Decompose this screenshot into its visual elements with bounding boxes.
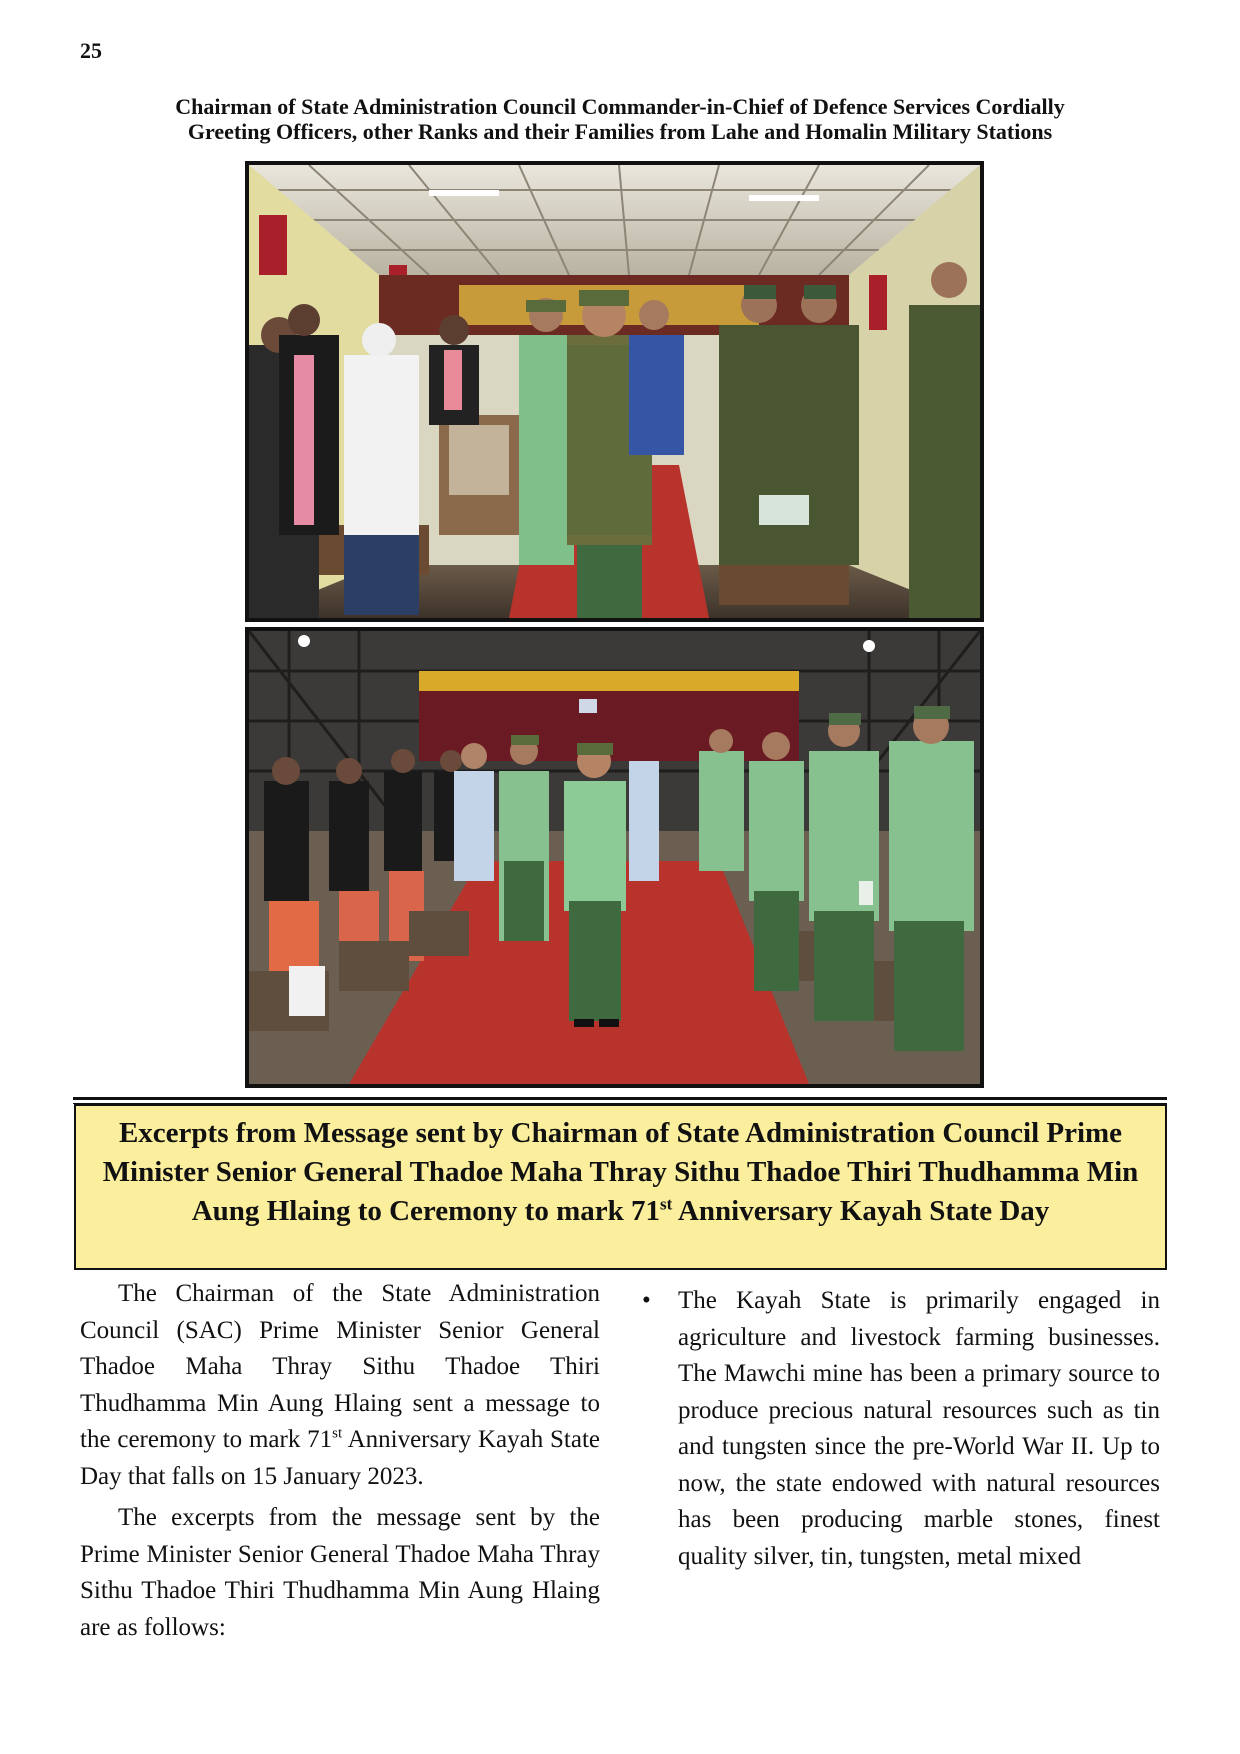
bullet-item-1 bbox=[640, 1283, 1160, 1575]
body-paragraph-2-text: The excerpts from the message sent by the Prime Minister Senior General Thadoe Maha Thray Sithu Thadoe Thiri Thudhamma Min Aung Hlaing are as follows: bbox=[80, 1504, 600, 1641]
headline-ordinal-suffix: st bbox=[660, 1194, 673, 1214]
body-paragraph-1-ordinal-suffix: st bbox=[332, 1425, 343, 1442]
headline-top-rule bbox=[73, 1097, 1167, 1100]
body-column-right bbox=[640, 1276, 1160, 1575]
body-column-left bbox=[80, 1276, 600, 1646]
body-paragraph-1-part-1: The Chairman of the State Administration Council (SAC) Prime Minister Senior General Thadoe Maha Thray Sithu Thadoe Thiri Thudhamma Min Aung Hlaing sent a message to the ceremony to mark 71 bbox=[80, 1280, 600, 1453]
photo-caption bbox=[90, 94, 1150, 144]
headline-text-part-1: Excerpts from Message sent by Chairman of State Administration Council Prime Minister Senior General Thadoe Maha Thray Sithu Thadoe Thiri Thudhamma Min Aung Hlaing to Ceremony to mark 71 bbox=[102, 1117, 1139, 1227]
photo-caption-line-1: Chairman of State Administration Council Commander-in-Chief of Defence Services Cordially bbox=[175, 94, 1065, 119]
photo-hall-greeting-image bbox=[249, 165, 980, 618]
photo-hall-greeting bbox=[245, 161, 984, 622]
photo-caption-line-2: Greeting Officers, other Ranks and their Families from Lahe and Homalin Military Stations bbox=[187, 119, 1053, 144]
photo-hall-red-carpet-image bbox=[249, 631, 980, 1084]
headline-box bbox=[74, 1104, 1167, 1270]
body-paragraph-2 bbox=[80, 1500, 600, 1646]
bullet-dot-icon: • bbox=[642, 1287, 651, 1314]
bullet-item-1-text: The Kayah State is primarily engaged in agriculture and livestock farming businesses. The Mawchi mine has been a primary source to produce precious natural resources such as tin and tungsten since the pre-World War II. Up to now, the state endowed with natural resources has been producing marble stones, finest quality silver, tin, tungsten, metal mixed bbox=[678, 1287, 1160, 1570]
body-paragraph-1 bbox=[80, 1276, 600, 1495]
page-number: 25 bbox=[80, 38, 102, 63]
headline-text-part-2: Anniversary Kayah State Day bbox=[672, 1195, 1050, 1227]
headline bbox=[76, 1106, 1165, 1231]
body-paragraph-1-part-2: Anniversary Kayah State Day that falls on 15 January 2023. bbox=[80, 1426, 600, 1490]
photo-hall-red-carpet bbox=[245, 627, 984, 1088]
